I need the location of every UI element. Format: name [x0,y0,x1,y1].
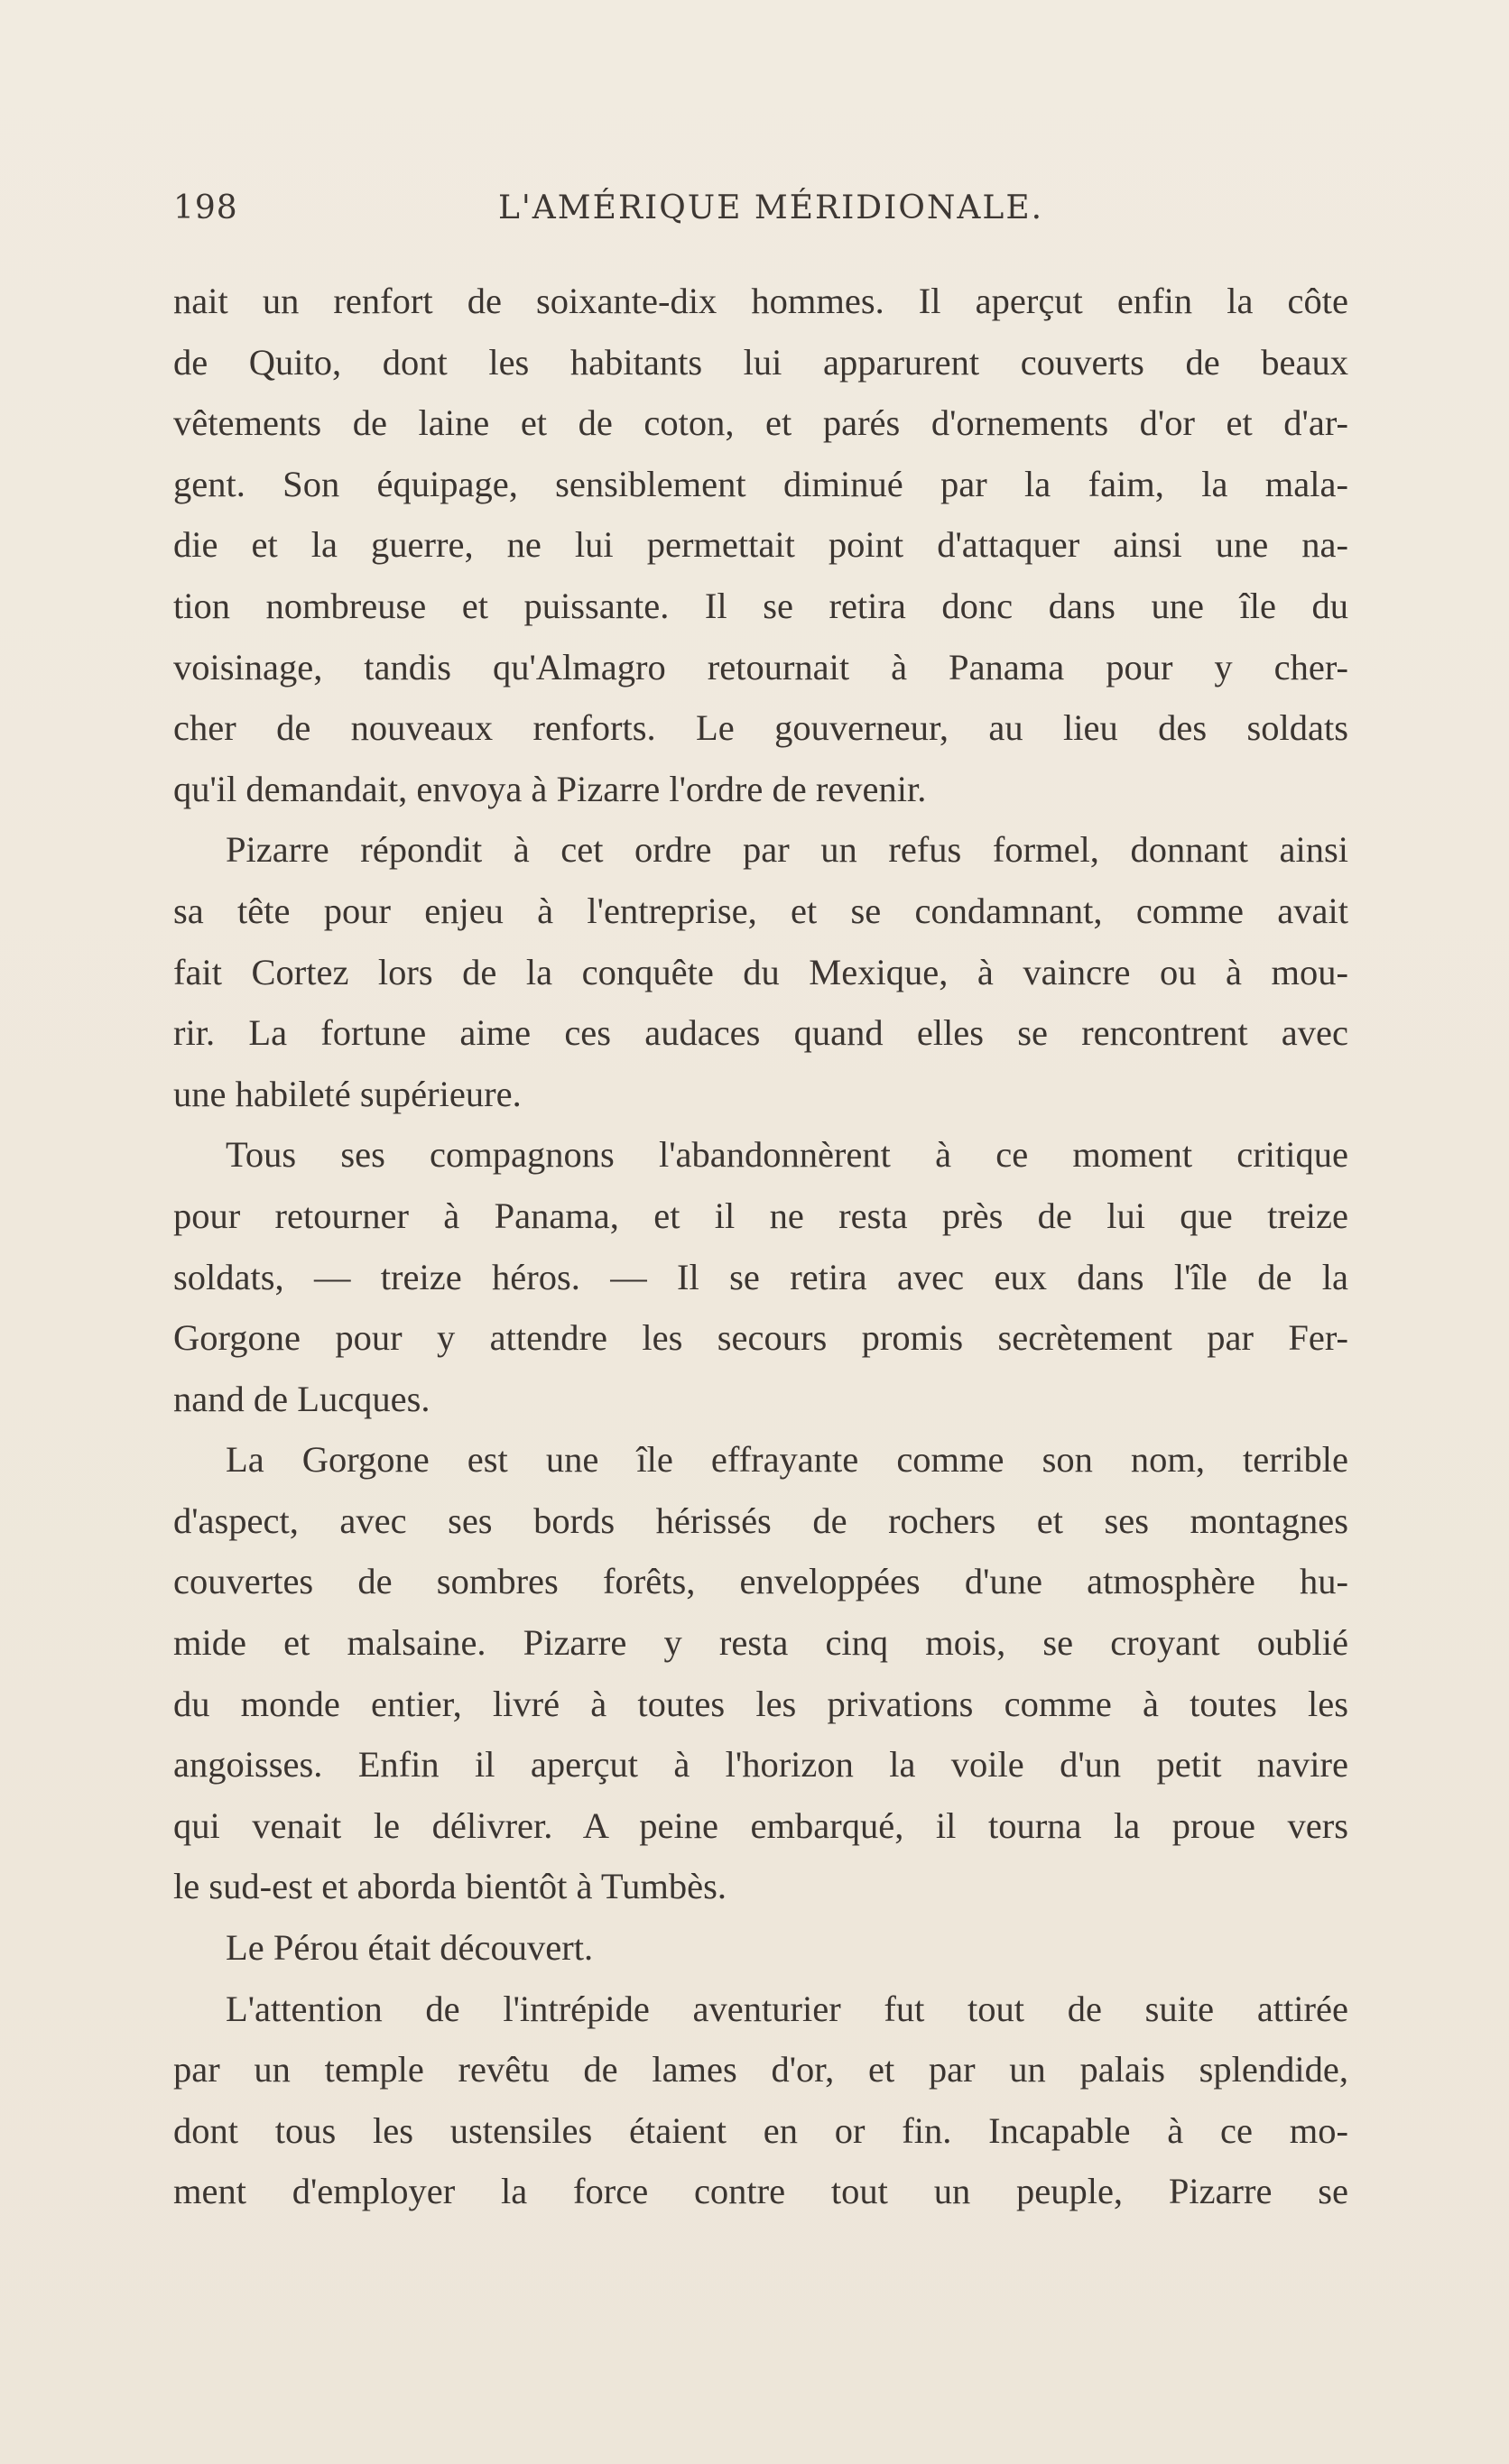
text-line: voisinage, tandis qu'Almagro retournait à Panama pour y cher- [173,646,1348,688]
text-line: Le Pérou était découvert. [226,1927,594,1969]
text-line: tion nombreuse et puissante. Il se retira donc dans une île du [173,585,1348,626]
text-line: couvertes de sombres forêts, enveloppées d'une atmosphère hu- [173,1561,1348,1602]
text-line: d'aspect, avec ses bords hérissés de rochers et ses montagnes [173,1500,1348,1541]
text-line: Tous ses compagnons l'abandonnèrent à ce moment critique [226,1134,1348,1176]
text-line: Pizarre répondit à cet ordre par un refus formel, donnant ainsi [226,829,1348,871]
text-line: ment d'employer la force contre tout un peuple, Pizarre se [173,2171,1348,2212]
text-line: die et la guerre, ne lui permettait point d'attaquer ainsi une na- [173,524,1348,566]
text-line: fait Cortez lors de la conquête du Mexique, à vaincre ou à mou- [173,951,1348,992]
text-line: L'attention de l'intrépide aventurier fut tout de suite attirée [226,1988,1348,2029]
text-line: soldats, — treize héros. — Il se retira avec eux dans l'île de la [173,1256,1348,1297]
text-line: sa tête pour enjeu à l'entreprise, et se condamnant, comme avait [173,890,1348,931]
text-line: Gorgone pour y attendre les secours promis secrètement par Fer- [173,1317,1348,1359]
text-line: gent. Son équipage, sensiblement diminué par la faim, la mala- [173,463,1348,504]
text-line: vêtements de laine et de coton, et parés d'ornements d'or et d'ar- [173,402,1348,444]
text-line: nand de Lucques. [173,1378,430,1419]
body-text [173,271,1348,2222]
text-line: angoisses. Enfin il aperçut à l'horizon la voile d'un petit navire [173,1744,1348,1786]
text-line: une habileté supérieure. [173,1073,522,1114]
text-line: le sud-est et aborda bientôt à Tumbès. [173,1866,727,1907]
text-line: cher de nouveaux renforts. Le gouverneur, au lieu des soldats [173,707,1348,749]
text-line: La Gorgone est une île effrayante comme son nom, terrible [226,1439,1348,1481]
text-line: qui venait le délivrer. A peine embarqué, il tourna la proue vers [173,1804,1348,1846]
text-line: pour retourner à Panama, et il ne resta près de lui que treize [173,1195,1348,1236]
text-line: qu'il demandait, envoya à Pizarre l'ordre de revenir. [173,768,927,809]
running-title: L'AMÉRIQUE MÉRIDIONALE. [498,189,1044,226]
page-header [173,189,1348,244]
page-number: 198 [173,189,238,226]
text-line: de Quito, dont les habitants lui apparurent couverts de beaux [173,341,1348,383]
text-line: rir. La fortune aime ces audaces quand elles se rencontrent avec [173,1012,1348,1054]
text-line: du monde entier, livré à toutes les privations comme à toutes les [173,1683,1348,1724]
text-line: nait un renfort de soixante-dix hommes. Il aperçut enfin la côte [173,281,1348,321]
text-line: par un temple revêtu de lames d'or, et par un palais splendide, [173,2049,1348,2090]
text-line: dont tous les ustensiles étaient en or fin. Incapable à ce mo- [173,2109,1348,2151]
text-line: mide et malsaine. Pizarre y resta cinq mois, se croyant oublié [173,1622,1348,1664]
